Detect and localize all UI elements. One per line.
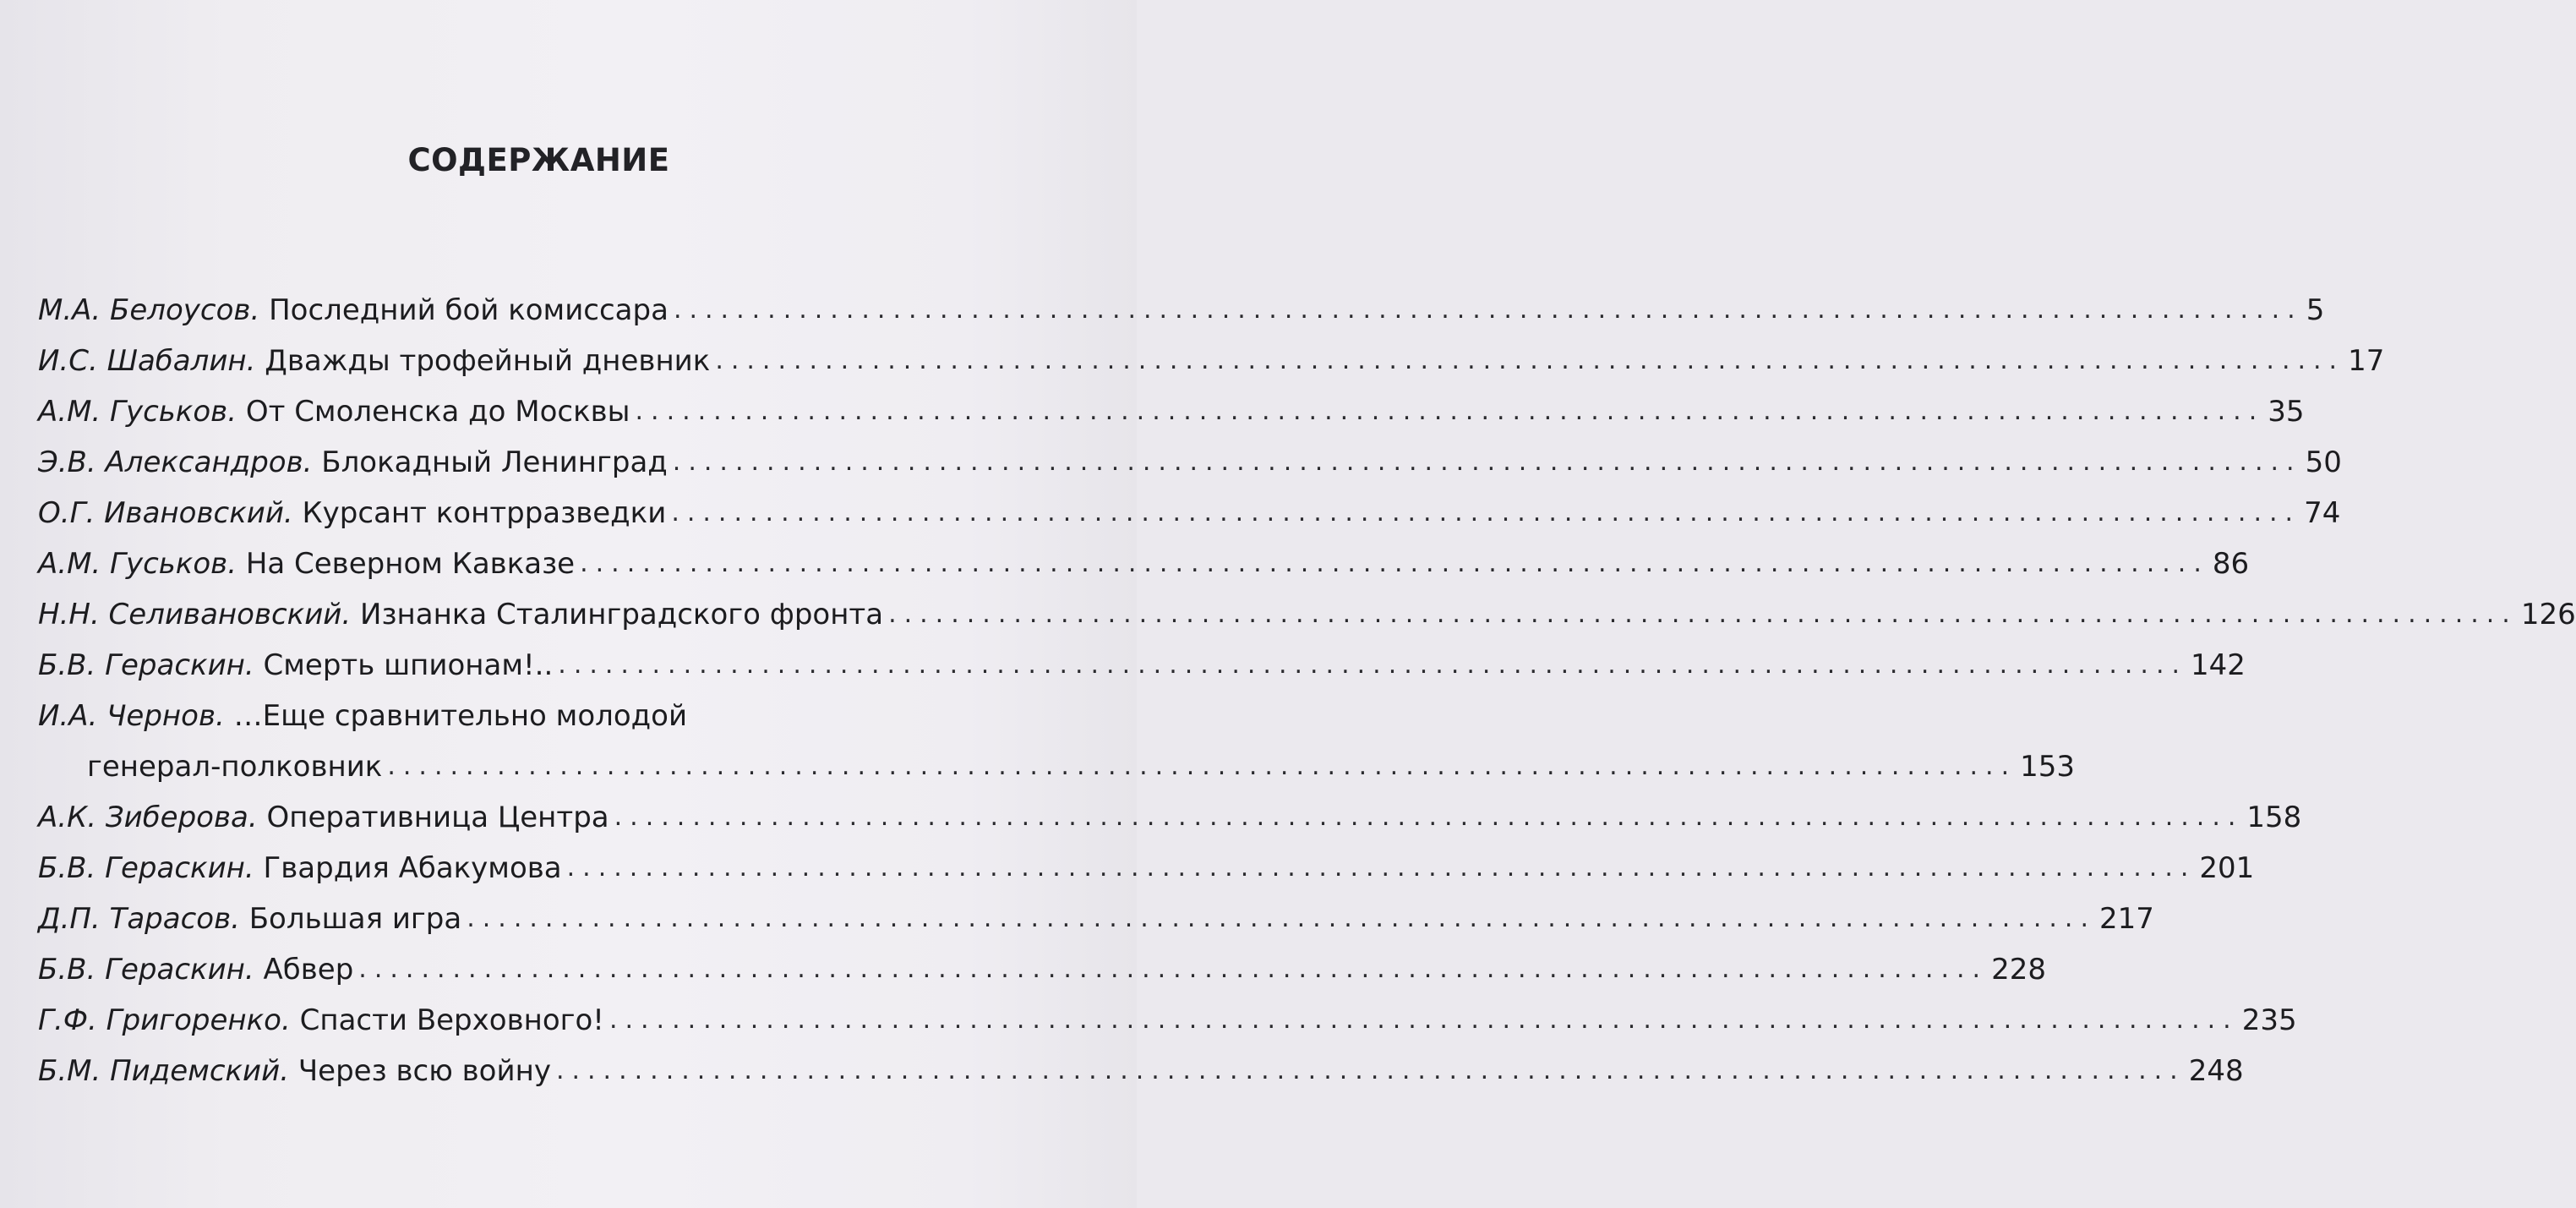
toc-title: Оперативница Центра bbox=[266, 801, 609, 834]
dot-leader: ........................................................................................................ bbox=[467, 904, 2096, 933]
toc-entry-text bbox=[38, 589, 883, 640]
toc-author: Б.В. Гераскин. bbox=[38, 648, 254, 682]
toc-author: И.С. Шабалин. bbox=[38, 344, 256, 378]
toc-entry-text bbox=[38, 285, 669, 336]
toc-entry-text bbox=[38, 437, 668, 488]
dot-leader: ........................................................................................................ bbox=[580, 549, 2209, 578]
toc-page-number: 5 bbox=[2306, 293, 2325, 327]
toc-title: Большая игра bbox=[248, 902, 462, 936]
toc-author: Д.П. Тарасов. bbox=[38, 902, 240, 936]
toc-entry bbox=[38, 488, 2341, 538]
toc-author: Г.Ф. Григоренко. bbox=[38, 1003, 291, 1037]
dot-leader: ........................................................................................................ bbox=[671, 498, 2301, 527]
toc-title: От Смоленска до Москвы bbox=[245, 395, 630, 429]
toc-entry bbox=[38, 437, 2342, 488]
toc-page-number: 17 bbox=[2348, 344, 2385, 378]
toc-entry-text bbox=[38, 538, 575, 589]
dot-leader: ........................................................................................................ bbox=[888, 599, 2518, 629]
toc-page-number: 142 bbox=[2191, 648, 2246, 682]
toc-title: …Еще сравнительно молодой bbox=[233, 699, 688, 733]
dot-leader: ........................................................................................................ bbox=[609, 1005, 2239, 1035]
toc-entry-text bbox=[38, 792, 609, 843]
toc-entry bbox=[38, 995, 2297, 1046]
toc-author: Б.В. Гераскин. bbox=[38, 953, 254, 987]
toc-page-number: 153 bbox=[2020, 750, 2076, 784]
toc-title: Дважды трофейный дневник bbox=[265, 344, 711, 378]
toc-author: Н.Н. Селивановский. bbox=[38, 598, 352, 631]
toc-author: А.К. Зиберова. bbox=[38, 801, 258, 834]
toc-entry-text bbox=[38, 894, 461, 944]
toc-entry-text bbox=[38, 336, 710, 386]
toc-entry-text bbox=[38, 386, 630, 437]
toc-author: Б.В. Гераскин. bbox=[38, 851, 254, 885]
dot-leader: ........................................................................................................ bbox=[673, 295, 2303, 325]
toc-title: Последний бой комиссара bbox=[269, 293, 669, 327]
toc-entry bbox=[38, 792, 2302, 843]
dot-leader: ........................................................................................................ bbox=[715, 346, 2345, 375]
toc-author: О.Г. Ивановский. bbox=[38, 496, 293, 530]
dot-leader: ........................................................................................................ bbox=[558, 650, 2188, 680]
toc-author: А.М. Гуськов. bbox=[38, 395, 237, 429]
toc-entry bbox=[38, 285, 2325, 336]
toc-entry bbox=[38, 1046, 2244, 1096]
toc-title: Через всю войну bbox=[297, 1054, 551, 1088]
toc-page-number: 35 bbox=[2268, 395, 2305, 429]
toc-author: М.А. Белоусов. bbox=[38, 293, 260, 327]
toc-author: Э.В. Александров. bbox=[38, 445, 313, 479]
toc-entry-text bbox=[38, 1046, 551, 1096]
toc-entry-first-line bbox=[38, 691, 1037, 741]
toc-author: А.М. Гуськов. bbox=[38, 547, 237, 581]
toc-entry-text bbox=[38, 488, 666, 538]
toc-entry bbox=[38, 386, 2305, 437]
toc-page-number: 50 bbox=[2305, 445, 2342, 479]
toc-page-number: 158 bbox=[2246, 801, 2302, 834]
toc-title: Абвер bbox=[263, 953, 354, 987]
toc-entry bbox=[38, 843, 2255, 894]
toc-entry bbox=[38, 640, 2246, 691]
toc-entry-text bbox=[38, 944, 353, 995]
toc-entry bbox=[38, 538, 2250, 589]
toc-title: Курсант контрразведки bbox=[302, 496, 667, 530]
toc-page-number: 217 bbox=[2098, 902, 2154, 936]
toc-title: Спасти Верховного! bbox=[299, 1003, 604, 1037]
toc-entry-text bbox=[38, 640, 553, 691]
dot-leader: ........................................................................................................ bbox=[555, 1056, 2186, 1085]
toc-title: Гвардия Абакумова bbox=[263, 851, 562, 885]
toc-entry-text bbox=[38, 995, 604, 1046]
toc-title: На Северном Кавказе bbox=[245, 547, 576, 581]
dot-leader: ........................................................................................................ bbox=[358, 954, 1989, 984]
dot-leader: ........................................................................................................ bbox=[387, 752, 2017, 781]
toc-page-number: 126 bbox=[2520, 598, 2576, 631]
toc-entry bbox=[38, 589, 2576, 640]
toc-page-number: 74 bbox=[2304, 496, 2341, 530]
toc-page-number: 86 bbox=[2212, 547, 2250, 581]
toc-page-number: 235 bbox=[2241, 1003, 2297, 1037]
toc-title: Блокадный Ленинград bbox=[321, 445, 668, 479]
toc-entry bbox=[38, 894, 2154, 944]
toc-page-number: 228 bbox=[1991, 953, 2046, 987]
toc-author: И.А. Чернов. bbox=[38, 699, 225, 733]
page-title: СОДЕРЖАНИЕ bbox=[407, 142, 670, 178]
toc-page-number: 248 bbox=[2188, 1054, 2244, 1088]
dot-leader: ........................................................................................................ bbox=[672, 447, 2302, 477]
toc-entry bbox=[38, 741, 2076, 792]
dot-leader: ........................................................................................................ bbox=[566, 853, 2197, 883]
dot-leader: ........................................................................................................ bbox=[635, 396, 2265, 426]
dot-leader: ........................................................................................................ bbox=[614, 802, 2244, 832]
toc-title: Смерть шпионам!.. bbox=[263, 648, 554, 682]
table-of-contents bbox=[38, 285, 2576, 1096]
toc-page-number: 201 bbox=[2199, 851, 2255, 885]
toc-title: Изнанка Сталинградского фронта bbox=[360, 598, 884, 631]
toc-entry bbox=[38, 336, 2385, 386]
toc-author: Б.М. Пидемский. bbox=[38, 1054, 290, 1088]
toc-title-continuation: генерал-полковник bbox=[87, 750, 383, 784]
toc-entry-text bbox=[38, 843, 562, 894]
toc-entry bbox=[38, 944, 2046, 995]
